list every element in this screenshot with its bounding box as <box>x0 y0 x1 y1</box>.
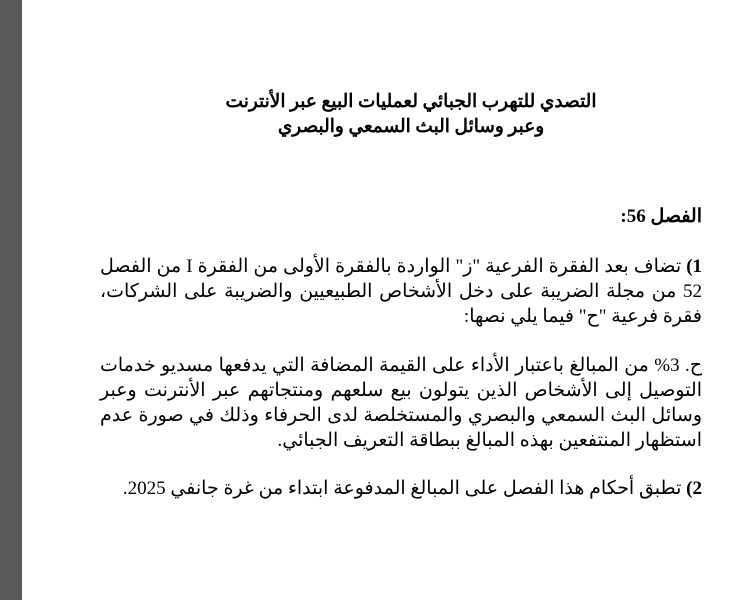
paragraph-2-text: تطبق أحكام هذا الفصل على المبالغ المدفوعة ابتداء من غرة جانفي 2025. <box>122 478 687 499</box>
document-page <box>22 0 740 600</box>
paragraph-2 <box>100 476 702 501</box>
title-line-1: التصدي للتهرب الجبائي لعمليات البيع عبر الأنترنت <box>225 92 597 112</box>
paragraph-1-text: تضاف بعد الفقرة الفرعية "ز" الواردة بالفقرة الأولى من الفقرة I من الفصل 52 من مجلة الضريبة على دخل الأشخاص الطبيعيين والضريبة على الشركات، فقرة فرعية "ح" فيما يلي نصها: <box>100 256 702 327</box>
title-line-2: وعبر وسائل البث السمعي والبصري <box>277 117 545 137</box>
chapter-heading: الفصل 56: <box>620 206 702 227</box>
sub-paragraph-h: ح. 3% من المبالغ باعتبار الأداء على القيمة المضافة التي يدفعها مسديو خدمات التوصيل إلى الأشخاص الذين يتولون بيع سلعهم ومنتجاتهم عبر الأنترنت وعبر وسائل البث السمعي والبصري والمستخلصة لدى الحرفاء وذلك في صورة عدم استظهار المنتفعين بهذه المبالغ ببطاقة التعريف الجبائي. <box>100 355 702 451</box>
paragraph-1 <box>100 254 702 329</box>
paragraph-2-number: 2) <box>686 478 702 499</box>
viewer-background <box>0 0 22 600</box>
document-title <box>100 90 702 140</box>
paragraph-1-number: 1) <box>686 256 703 277</box>
document-content <box>100 90 702 501</box>
